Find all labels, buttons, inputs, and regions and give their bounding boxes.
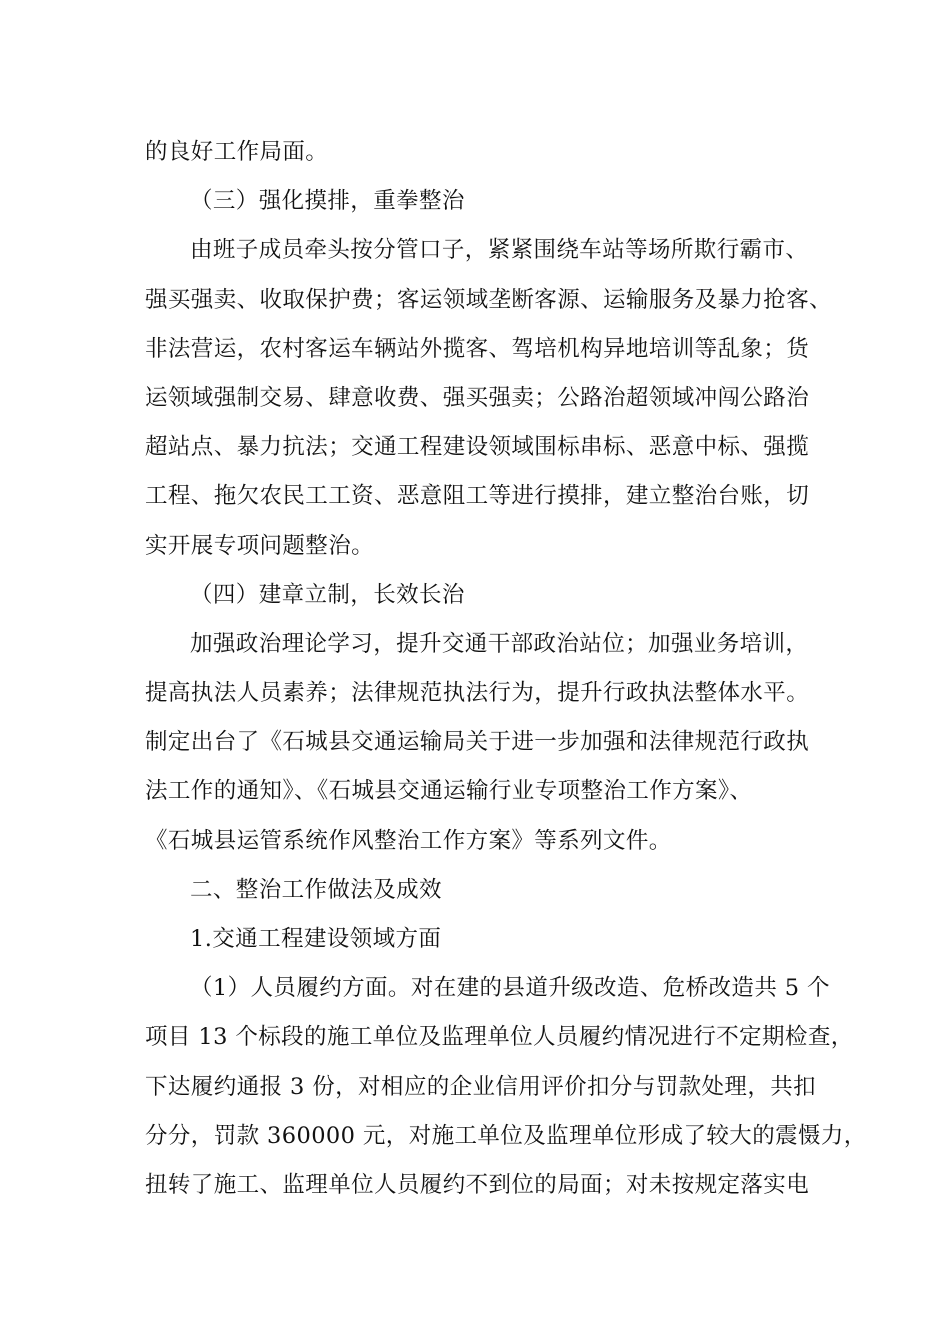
paragraph-line: 扭转了施工、监理单位人员履约不到位的局面；对未按规定落实电 <box>145 1171 810 1198</box>
paragraph-line: 由班子成员牵头按分管口子，紧紧围绕车站等场所欺行霸市、 <box>190 237 809 264</box>
paragraph-line: 强买强卖、收取保护费；客运领域垄断客源、运输服务及暴力抢客、 <box>145 286 833 313</box>
document-body <box>145 128 867 1210</box>
paragraph-line: 下达履约通报 3 份，对相应的企业信用评价扣分与罚款处理，共扣 <box>145 1073 817 1100</box>
paragraph-line: 非法营运，农村客运车辆站外揽客、驾培机构异地培训等乱象；货 <box>145 335 810 362</box>
paragraph-line: 实开展专项问题整治。 <box>145 532 375 559</box>
paragraph-line: 制定出台了《石城县交通运输局关于进一步加强和法律规范行政执 <box>145 729 810 756</box>
paragraph-line: 分分，罚款 360000 元，对施工单位及监理单位形成了较大的震慑力， <box>145 1122 867 1149</box>
paragraph-line: 超站点、暴力抗法；交通工程建设领域围标串标、恶意中标、强揽 <box>145 434 810 461</box>
subsection-heading-1: 1.交通工程建设领域方面 <box>190 926 442 952</box>
section-heading-4: （四）建章立制，长效长治 <box>190 581 465 608</box>
paragraph-continuation: 的良好工作局面。 <box>145 139 329 165</box>
paragraph-line: （1）人员履约方面。对在建的县道升级改造、危桥改造共 5 个 <box>190 975 830 1002</box>
paragraph-line: 加强政治理论学习，提升交通干部政治站位；加强业务培训， <box>190 630 809 657</box>
paragraph-line: 法工作的通知》、《石城县交通运输行业专项整治工作方案》、 <box>145 778 753 805</box>
paragraph-line: 运领域强制交易、肆意收费、强买强卖；公路治超领域冲闯公路治 <box>145 384 810 411</box>
paragraph-line: 《石城县运管系统作风整治工作方案》等系列文件。 <box>145 827 672 854</box>
section-heading-3: （三）强化摸排，重拳整治 <box>190 188 465 215</box>
paragraph-line: 项目 13 个标段的施工单位及监理单位人员履约情况进行不定期检查， <box>145 1024 854 1051</box>
paragraph-line: 提高执法人员素养；法律规范执法行为，提升行政执法整体水平。 <box>145 680 810 707</box>
chapter-heading-2: 二、整治工作做法及成效 <box>190 876 442 903</box>
paragraph-line: 工程、拖欠农民工工资、恶意阻工等进行摸排，建立整治台账，切 <box>145 483 810 510</box>
